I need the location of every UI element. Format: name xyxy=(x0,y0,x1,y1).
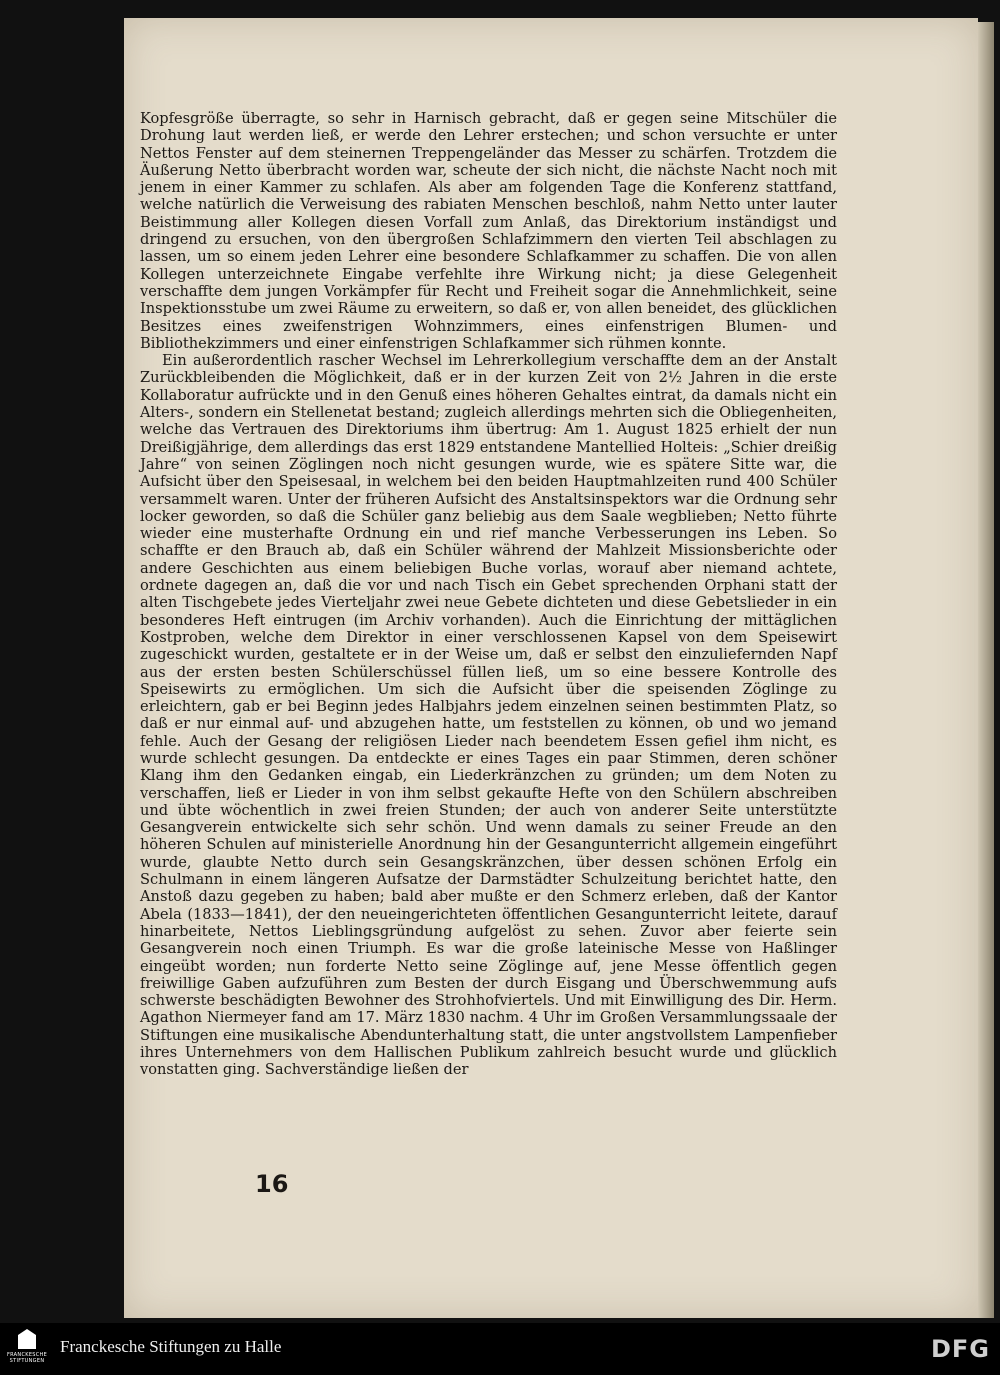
building-icon xyxy=(18,1329,36,1349)
dfg-logo[interactable]: DFG xyxy=(930,1335,990,1363)
viewer-footer xyxy=(0,1323,1000,1375)
page-edge xyxy=(978,22,994,1318)
logo-text-line2: STIFTUNGEN xyxy=(9,1358,45,1364)
franckesche-logo[interactable] xyxy=(4,1327,50,1371)
page-number: 16 xyxy=(255,1170,289,1198)
body-text xyxy=(140,110,837,1079)
logo-text-line1: FRANCKESCHE xyxy=(6,1352,48,1358)
paragraph-2: Ein außerordentlich rascher Wechsel im Lehrerkollegium verschaffte dem an der Anstalt Zurückbleibenden die Möglichkeit, daß er in der kurzen Zeit von 2½ Jahren in die erste Kollaboratur aufrückte und in den Genuß eines höheren Gehaltes eintrat, da damals nicht ein Alters-, sondern ein Stellenetat bestand; zugleich allerdings mehrten sich die Obliegenheiten, welche das Vertrauen des Direktoriums ihm übertrug: Am 1. August 1825 erhielt der nun Dreißigjährige, dem allerdings das erst 1829 entstandene Mantellied Holteis: „Schier dreißig Jahre“ von seinen Zöglingen noch nicht gesungen wurde, wie es spätere Sitte war, die Aufsicht über den Speisesaal, in welchem bei den beiden Hauptmahlzeiten rund 400 Schüler versammelt waren. Unter der früheren Aufsicht des Anstaltsinspektors war die Ordnung sehr locker geworden, so daß die Schüler ganz beliebig aus dem Saale wegblieben; Netto führte wieder eine musterhafte Ordnung ein und rief manche Verbesserungen ins Leben. So schaffte er den Brauch ab, daß ein Schüler während der Mahlzeit Missionsberichte oder andere Geschichten aus einem beliebigen Buche vorlas, worauf aber niemand achtete, ordnete dagegen an, daß die vor und nach Tisch ein Gebet sprechenden Orphani statt der alten Tischgebete jedes Vierteljahr zwei neue Gebete dichteten und diese Gebetslieder in ein besonderes Heft eintrugen (im Archiv vorhanden). Auch die Einrichtung der mittäglichen Kostproben, welche dem Direktor in einer verschlossenen Kapsel von dem Speisewirt zugeschickt wurden, gestaltete er in der Weise um, daß er selbst den einzuliefernden Napf aus der ersten besten Schülerschüssel füllen ließ, um so eine bessere Kontrolle des Speisewirts zu ermöglichen. Um sich die Aufsicht über die speisenden Zöglinge zu erleichtern, gab er bei Beginn jedes Halbjahrs jedem einzelnen seinen bestimmten Platz, so daß er nur einmal auf- und abzugehen hatte, um feststellen zu können, ob und wo jemand fehle. Auch der Gesang der religiösen Lieder nach beendetem Essen gefiel ihm nicht, es wurde schlecht gesungen. Da entdeckte er eines Tages ein paar Stimmen, deren schöner Klang ihm den Gedanken eingab, ein Liederkränzchen zu gründen; um dem Noten zu verschaffen, ließ er Lieder in von ihm selbst gekaufte Hefte von den Schülern abschreiben und übte wöchentlich in zwei freien Stunden; der auch von anderer Seite unterstützte Gesangverein entwickelte sich sehr schön. Und wenn damals zu seiner Freude an den höheren Schulen auf ministerielle Anordnung hin der Gesangunterricht allgemein eingeführt wurde, glaubte Netto durch sein Gesangskränzchen, über dessen schönen Erfolg ein Schulmann in einem längeren Aufsatze der Darmstädter Schulzeitung berichtet hatte, den Anstoß dazu gegeben zu haben; bald aber mußte er den Schmerz erleben, daß der Kantor Abela (1833—1841), der den neueingerichteten öffentlichen Gesangunterricht leitete, darauf hinarbeitete, Nettos Lieblingsgründung aufgelöst zu sehen. Zuvor aber feierte sein Gesangverein noch einen Triumph. Es war die große lateinische Messe von Haßlinger eingeübt worden; nun forderte Netto seine Zöglinge auf, jene Messe öffentlich gegen freiwillige Gaben aufzuführen zum Besten der durch Eisgang und Überschwemmung aufs schwerste beschädigten Bewohner des Strohhofviertels. Und mit Einwilligung des Dir. Herm. Agathon Niermeyer fand am 17. März 1830 nachm. 4 Uhr im Großen Versammlungssaale der Stiftungen eine musikalische Abendunterhaltung statt, die unter angstvollstem Lampenfieber ihres Unternehmers von dem Hallischen Publikum zahlreich besucht wurde und glücklich vonstatten ging. Sachverständige ließen der xyxy=(140,352,837,1079)
paragraph-1: Kopfesgröße überragte, so sehr in Harnisch gebracht, daß er gegen seine Mitschüler die Drohung laut werden ließ, er werde den Lehrer erstechen; und schon versuchte er unter Nettos Fenster auf dem steinernen Treppengeländer das Messer zu schärfen. Trotzdem die Äußerung Netto überbracht worden war, scheute der sich nicht, die nächste Nacht noch mit jenem in einer Kammer zu schlafen. Als aber am folgenden Tage die Konferenz stattfand, welche natürlich die Verweisung des rabiaten Menschen beschloß, nahm Netto unter lauter Beistimmung aller Kollegen diesen Vorfall zum Anlaß, das Direktorium inständigst und dringend zu ersuchen, von den übergroßen Schlafzimmern den vierten Teil abschlagen zu lassen, um so einem jeden Lehrer eine besondere Schlafkammer zu schaffen. Die von allen Kollegen unterzeichnete Eingabe verfehlte ihre Wirkung nicht; ja diese Gelegenheit verschaffte dem jungen Vorkämpfer für Recht und Freiheit sogar die Annehmlichkeit, seine Inspektionsstube um zwei Räume zu erweitern, so daß er, von allen beneidet, des glücklichen Besitzes eines zweifenstrigen Wohnzimmers, eines einfenstrigen Blumen- und Bibliothekzimmers und einer einfenstrigen Schlafkammer sich rühmen konnte. xyxy=(140,110,837,352)
footer-title: Franckesche Stiftungen zu Halle xyxy=(60,1337,282,1356)
